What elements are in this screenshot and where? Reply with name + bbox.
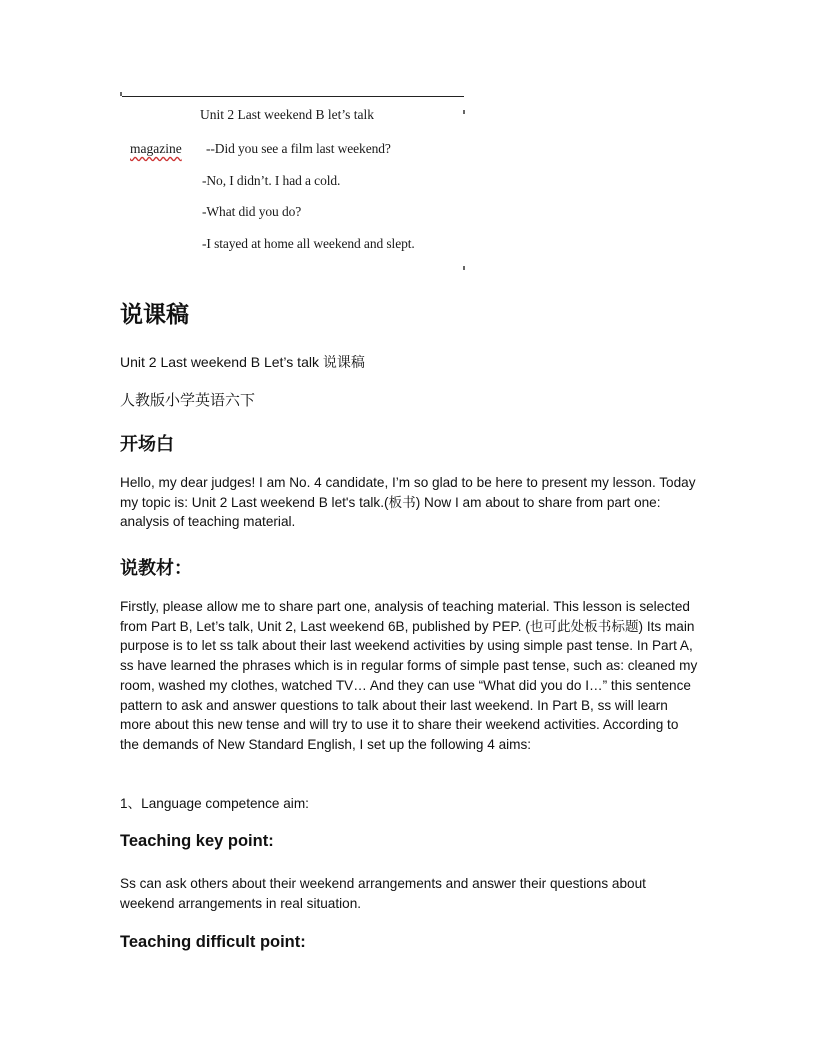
opening-heading: 开场白 [120,434,174,455]
document-title: 说课稿 [120,302,189,328]
dialogue-line: --Did you see a film last weekend? [206,141,391,156]
opening-paragraph: Hello, my dear judges! I am No. 4 candidate, I’m so glad to be here to present my lesson. Today my topic is: Unit 2 Last weekend B let's talk.(板书) Now I am about to share from part one: analysis of teaching material. [120,475,696,530]
difficult-point-heading: Teaching difficult point: [120,933,306,951]
corner-mark [120,92,122,96]
key-point-heading: Teaching key point: [120,832,274,850]
aim-list-item: 1、Language competence aim: [120,796,309,811]
key-point-paragraph: Ss can ask others about their weekend arrangements and answer their questions about weekend arrangements in real situation. [120,876,646,911]
textbook-label: 人教版小学英语六下 [120,391,256,409]
corner-mark [463,266,465,270]
lesson-subtitle: Unit 2 Last weekend B Let’s talk 说课稿 [120,354,365,370]
corner-mark [463,110,465,114]
board-title: Unit 2 Last weekend B let’s talk [200,107,374,122]
material-heading: 说教材： [120,558,192,579]
board-top-rule [122,96,464,97]
dialogue-line: -I stayed at home all weekend and slept. [202,236,415,251]
material-paragraph: Firstly, please allow me to share part one, analysis of teaching material. This lesson is selected from Part B, Let’s talk, Unit 2, Last weekend 6B, published by PEP. (也可此处板书标题) Its main purpose is to let ss talk about their last weekend activities by using simple past tense. In Part A, ss have learned the phrases which is in regular forms of simple past tense, such as: cleaned my room, washed my clothes, watched TV… And they can use “What did you do I…” this sentence pattern to ask and answer questions to talk about their last weekend. In Part B, ss will learn more about this new tense and will try to use it to share their weekend activities. According to the demands of New Standard English, I set up the following 4 aims: [120,599,698,752]
dialogue-line: -What did you do? [202,204,302,219]
board-writing-image [118,90,470,274]
board-vocab-word: magazine [130,141,182,156]
dialogue-line: -No, I didn’t. I had a cold. [202,173,341,188]
